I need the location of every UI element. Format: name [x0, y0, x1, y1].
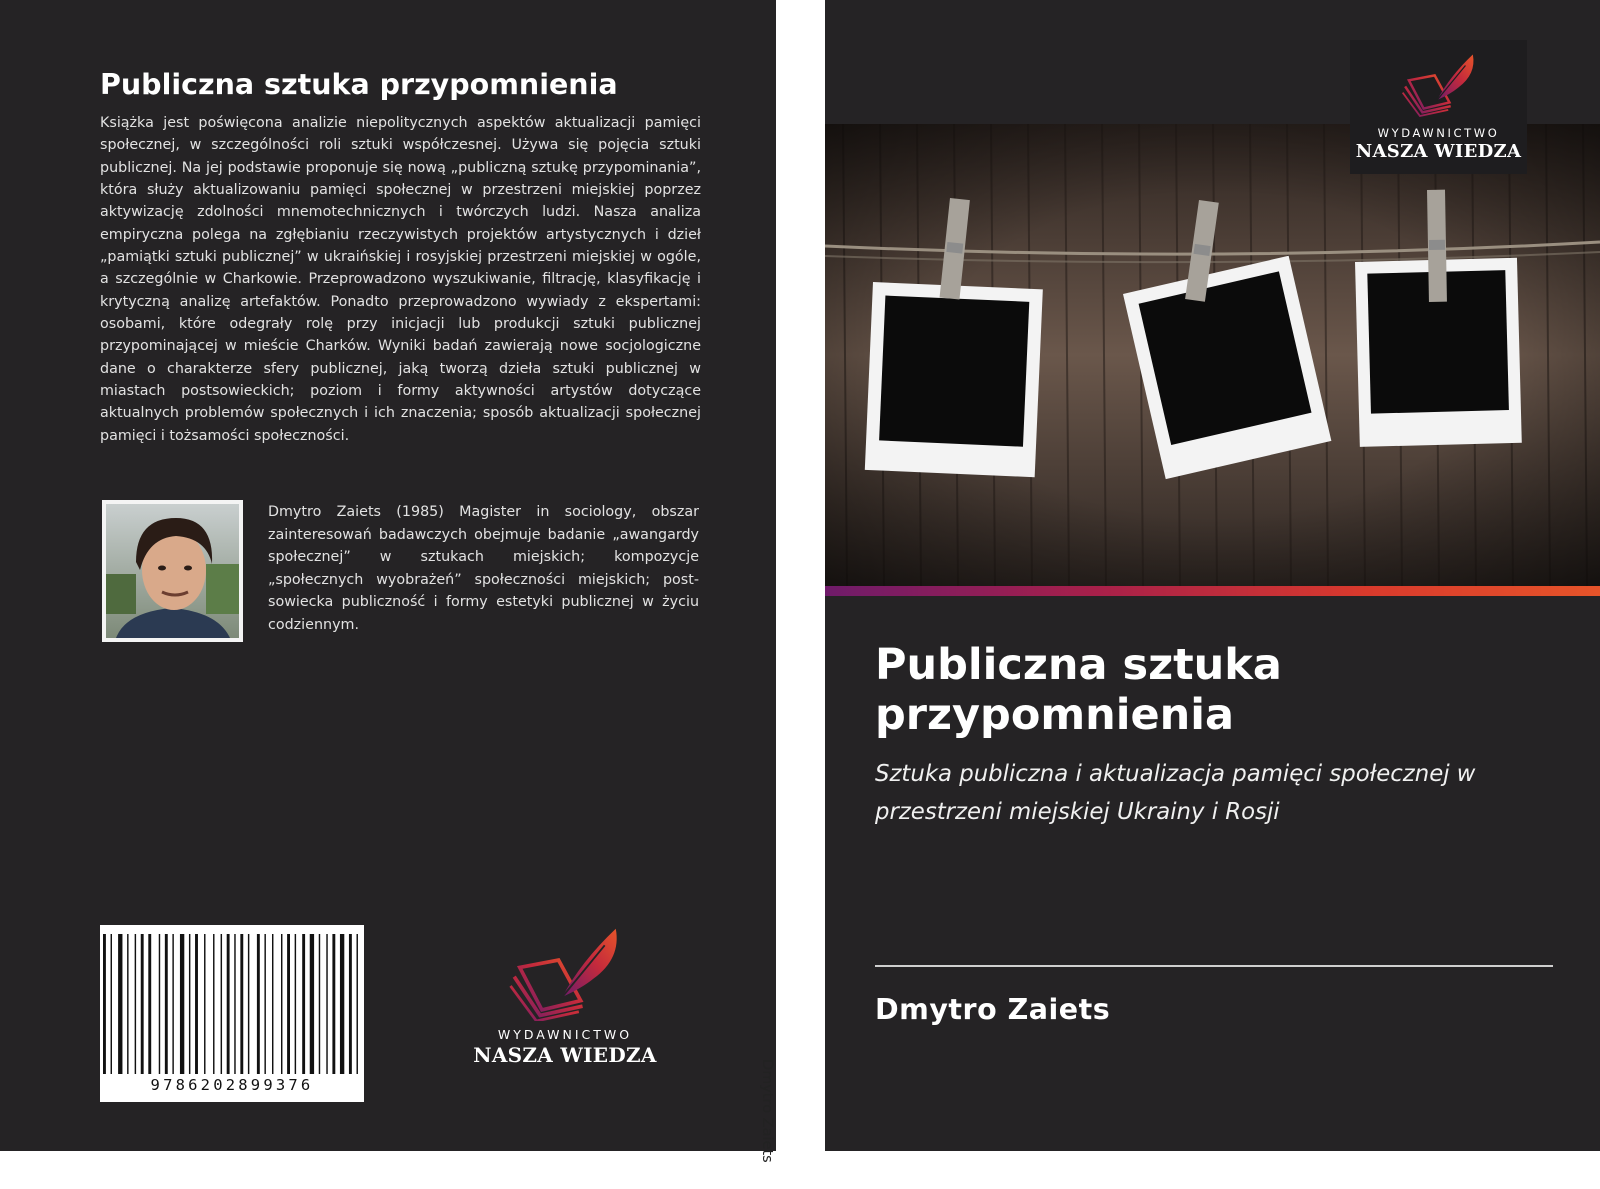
publisher-name: NASZA WIEDZA	[473, 1043, 657, 1067]
author-portrait-icon	[106, 504, 239, 638]
front-cover	[825, 0, 1600, 1151]
barcode-bars-icon	[103, 934, 361, 1074]
color-strip	[825, 586, 1600, 596]
isbn-number: 9786202899376	[150, 1076, 314, 1094]
publisher-name: NASZA WIEDZA	[1355, 141, 1522, 162]
publisher-logo-front	[1350, 40, 1527, 174]
book-title: Publiczna sztuka przypomnienia	[875, 640, 1282, 740]
book-spine	[759, 0, 825, 1163]
spine-author: Dmytro Zaiets	[759, 1059, 775, 1163]
back-cover-title: Publiczna sztuka przypomnienia	[100, 68, 618, 101]
book-quill-logo-icon	[1399, 44, 1479, 124]
author-photo	[102, 500, 243, 642]
publisher-logo-back	[460, 925, 670, 1070]
polaroid-frames-on-clothesline-icon	[825, 124, 1600, 586]
divider	[875, 965, 1553, 967]
author-bio: Dmytro Zaiets (1985) Magister in sociology, obszar zainteresowań badawczych obejmuje badanie „awangardy społecznej” w sztukach miejskich; kompozycje „społecznych wyobrażeń” społeczności miejskich; post-sowiecka publiczność i formy estetyki publicznej w życiu codziennym.	[268, 504, 699, 633]
isbn-barcode	[100, 925, 364, 1102]
publisher-label: WYDAWNICTWO	[1377, 126, 1500, 140]
book-author: Dmytro Zaiets	[875, 993, 1111, 1026]
book-quill-logo-icon	[505, 925, 625, 1021]
book-subtitle: Sztuka publiczna i aktualizacja pamięci społecznej w przestrzeni miejskiej Ukrainy i Rosji	[875, 761, 1476, 825]
cover-image	[825, 124, 1600, 586]
publisher-label: WYDAWNICTWO	[497, 1027, 633, 1042]
back-cover	[0, 0, 776, 1151]
book-description: Książka jest poświęcona analizie niepolitycznych aspektów aktualizacji pamięci społecznej, w szczególności roli sztuki współczesnej. Używa się pojęcia sztuki publicznej. Na jej podstawie proponuje się nową „publiczną sztukę przypominania”, która służy aktualizowaniu pamięci społecznej w przestrzeni miejskiej poprzez aktywizację zdolności mnemotechnicznych i twórczych ludzi. Nasza analiza empiryczna polega na zgłębianiu rzeczywistych projektów artystycznych i dzieł „pamiątki sztuki publicznej” w ukraińskiej i rosyjskiej przestrzeni miejskiej w ogóle, a szczególnie w Charkowie. Przeprowadzono wyszukiwanie, filtrację, klasyfikację i krytyczną analizę artefaktów. Ponadto przeprowadzono wywiady z ekspertami: osobami, które odegrały rolę przy inicjacji lub produkcji sztuki publicznej przypominającej w mieście Charków. Wyniki badań zawierają nowe socjologiczne dane o charakterze sfery publicznej, jaką tworzą dzieła sztuki publicznej w miastach postsowieckich; poziom i formy aktywności artystów dotyczące aktualnych problemów społecznych i ich znaczenia; sposób aktualizacji społecznej pamięci i tożsamości społeczności.	[100, 115, 701, 444]
